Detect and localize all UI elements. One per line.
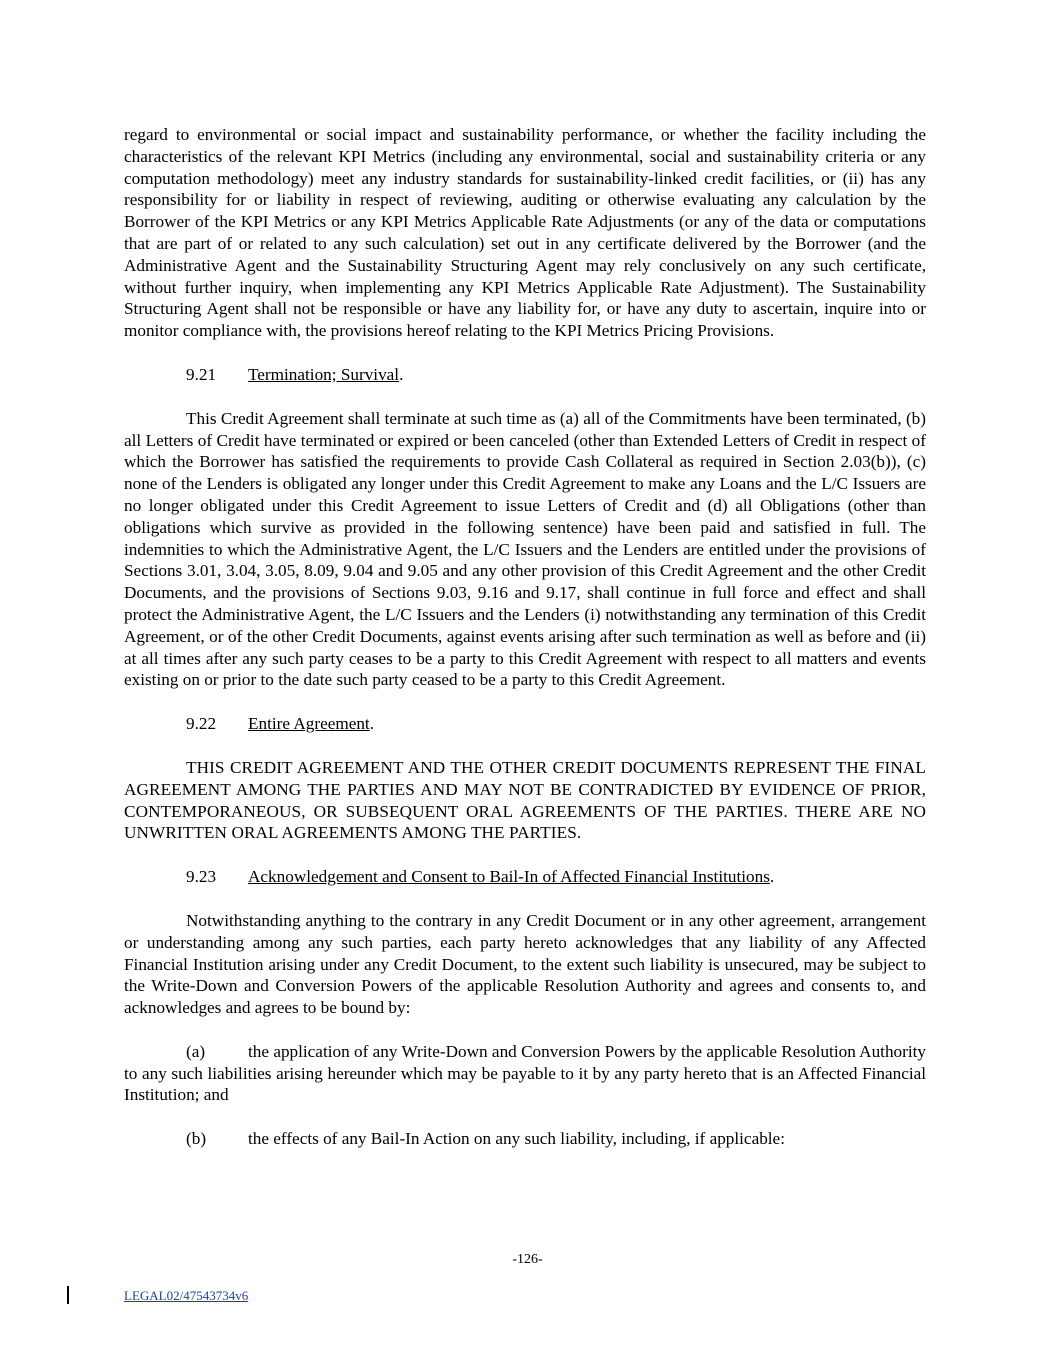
section-title: Acknowledgement and Consent to Bail-In of Affected Financial Institutions [248,867,770,887]
section-title: Entire Agreement [248,714,370,734]
section-body-9-21: This Credit Agreement shall terminate at such time as (a) all of the Commitments have been terminated, (b) all Letters of Credit have terminated or expired or been canceled (other than Extended Letters of Credit in respect of which the Borrower has satisfied the requirements to provide Cash Collateral as required in Section 2.03(b)), (c) none of the Lenders is obligated any longer under this Credit Agreement to make any Loans and the L/C Issuers are no longer obligated under this Credit Agreement to issue Letters of Credit and (d) all Obligations (other than obligations which survive as provided in the following sentence) have been paid and satisfied in full. The indemnities to which the Administrative Agent, the L/C Issuers and the Lenders are entitled under the provisions of Sections 3.01, 3.04, 3.05, 8.09, 9.04 and 9.05 and any other provision of this Credit Agreement and the other Credit Documents, and the provisions of Sections 9.03, 9.16 and 9.17, shall continue in full force and effect and shall protect the Administrative Agent, the L/C Issuers and the Lenders (i) notwithstanding any termination of this Credit Agreement, or of the other Credit Documents, against events arising after such termination as well as before and (ii) at all times after any such party ceases to be a party to this Credit Agreement with respect to all matters and events existing on or prior to the date such party ceased to be a party to this Credit Agreement. [124,408,926,690]
list-item-b [124,1128,926,1150]
list-item-a [124,1041,926,1106]
section-body-9-22: THIS CREDIT AGREEMENT AND THE OTHER CREDIT DOCUMENTS REPRESENT THE FINAL AGREEMENT AMONG THE PARTIES AND MAY NOT BE CONTRADICTED BY EVIDENCE OF PRIOR, CONTEMPORANEOUS, OR SUBSEQUENT ORAL AGREEMENTS OF THE PARTIES. THERE ARE NO UNWRITTEN ORAL AGREEMENTS AMONG THE PARTIES. [124,757,926,843]
list-item-label: (a) [186,1041,206,1061]
heading-period: . [369,714,374,734]
section-number: 9.21 [186,364,217,384]
section-heading-9-23 [124,866,926,888]
list-item-text: the application of any Write-Down and Conversion Powers by the applicable Resolution Authority to any such liabilities arising hereunder which may be payable to it by any party hereto that is an Affected Financial Institution; and [124,1041,926,1105]
revision-bar [67,1286,69,1304]
heading-period: . [399,364,404,384]
document-id-link[interactable]: LEGAL02/47543734v6 [124,1288,249,1303]
list-item-label: (b) [186,1129,207,1149]
section-heading-9-21 [124,364,926,386]
section-number: 9.23 [186,867,217,887]
section-heading-9-22 [124,713,926,735]
section-body-9-23: Notwithstanding anything to the contrary in any Credit Document or in any other agreement, arrangement or understanding among any such parties, each party hereto acknowledges that any liability of any Affected Financial Institution arising under any Credit Document, to the extent such liability is unsecured, may be subject to the Write-Down and Conversion Powers of the applicable Resolution Authority and agrees and consents to, and acknowledges and agrees to be bound by: [124,910,926,1018]
section-number: 9.22 [186,714,217,734]
opening-paragraph: regard to environmental or social impact and sustainability performance, or whether the facility including the characteristics of the relevant KPI Metrics (including any environmental, social and sustainability criteria or any computation methodology) meet any industry standards for sustainability-linked credit facilities, or (ii) has any responsibility for or liability in respect of reviewing, auditing or otherwise evaluating any calculation by the Borrower of the KPI Metrics or any KPI Metrics Applicable Rate Adjustments (or any of the data or computations that are part of or related to any such calculation) set out in any certificate delivered by the Borrower (and the Administrative Agent and the Sustainability Structuring Agent may rely conclusively on any such certificate, without further inquiry, when implementing any KPI Metrics Applicable Rate Adjustment). The Sustainability Structuring Agent shall not be responsible or have any liability for, or have any duty to ascertain, inquire into or monitor compliance with, the provisions hereof relating to the KPI Metrics Pricing Provisions. [124,125,926,341]
section-title: Termination; Survival [248,364,400,384]
heading-period: . [769,867,775,887]
page-number: -126- [512,1252,543,1267]
list-item-text: the effects of any Bail-In Action on any such liability, including, if applicable: [248,1129,785,1149]
document-page [124,124,926,1150]
